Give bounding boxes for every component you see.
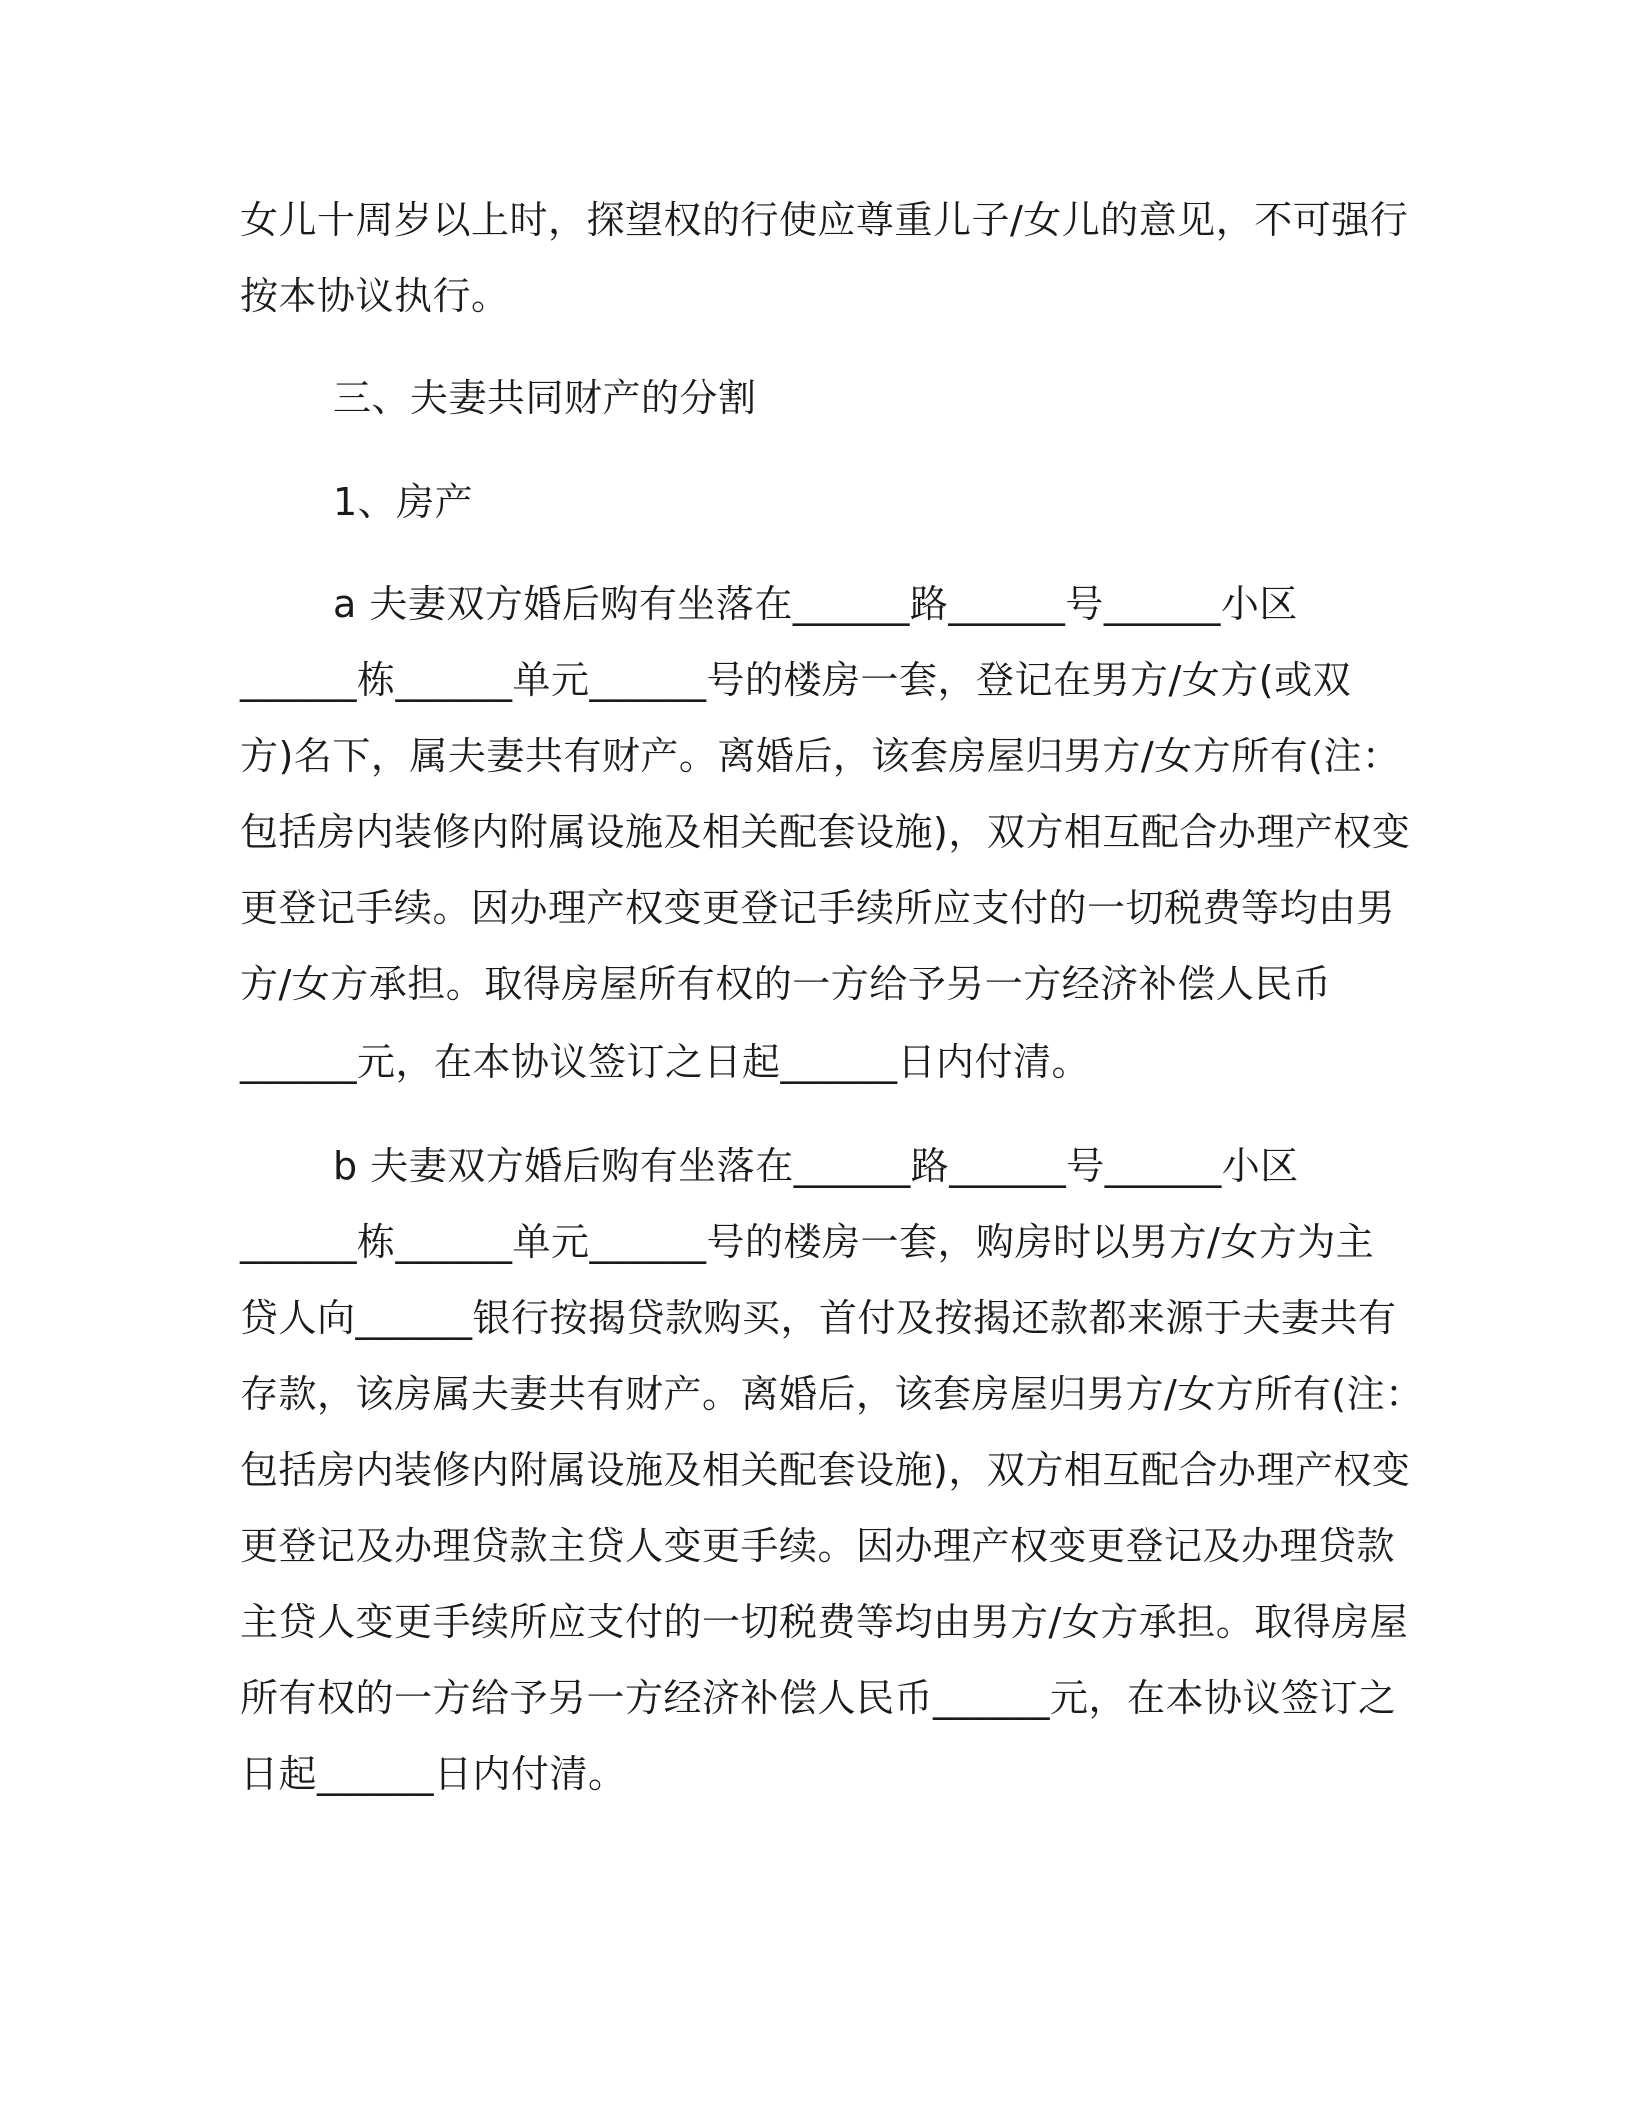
text-line: 存款，该房属夫妻共有财产。离婚后，该套房屋归男方/女方所有(注： — [240, 1372, 1424, 1416]
text-line: 包括房内装修内附属设施及相关配套设施)，双方相互配合办理产权变 — [240, 810, 1411, 854]
text-line: 贷人向______银行按揭贷款购买，首付及按揭还款都来源于夫妻共有 — [240, 1296, 1397, 1340]
text-line: 方/女方承担。取得房屋所有权的一方给予另一方经济补偿人民币 — [240, 962, 1332, 1006]
text-line: a 夫妻双方婚后购有坐落在______路______号______小区 — [333, 582, 1298, 626]
text-line: 按本协议执行。 — [240, 274, 510, 318]
text-line: ______栋______单元______号的楼房一套，购房时以男方/女方为主 — [240, 1220, 1375, 1264]
section-heading: 三、夫妻共同财产的分割 — [333, 376, 757, 420]
text-line: 所有权的一方给予另一方经济补偿人民币______元，在本协议签订之 — [240, 1676, 1397, 1720]
text-line: 女儿十周岁以上时，探望权的行使应尊重儿子/女儿的意见，不可强行 — [240, 198, 1409, 242]
text-line: 日起______日内付清。 — [240, 1752, 627, 1796]
text-line: 主贷人变更手续所应支付的一切税费等均由男方/女方承担。取得房屋 — [240, 1600, 1409, 1644]
text-line: b 夫妻双方婚后购有坐落在______路______号______小区 — [333, 1144, 1299, 1188]
subsection-heading: 1、房产 — [333, 480, 474, 524]
text-line: 包括房内装修内附属设施及相关配套设施)，双方相互配合办理产权变 — [240, 1448, 1411, 1492]
text-line: 更登记及办理贷款主贷人变更手续。因办理产权变更登记及办理贷款 — [240, 1524, 1396, 1568]
text-line: 方)名下，属夫妻共有财产。离婚后，该套房屋归男方/女方所有(注： — [240, 734, 1401, 778]
text-line: ______栋______单元______号的楼房一套，登记在男方/女方(或双 — [240, 658, 1352, 702]
text-line: ______元，在本协议签订之日起______日内付清。 — [240, 1040, 1091, 1084]
text-line: 更登记手续。因办理产权变更登记手续所应支付的一切税费等均由男 — [240, 886, 1396, 930]
